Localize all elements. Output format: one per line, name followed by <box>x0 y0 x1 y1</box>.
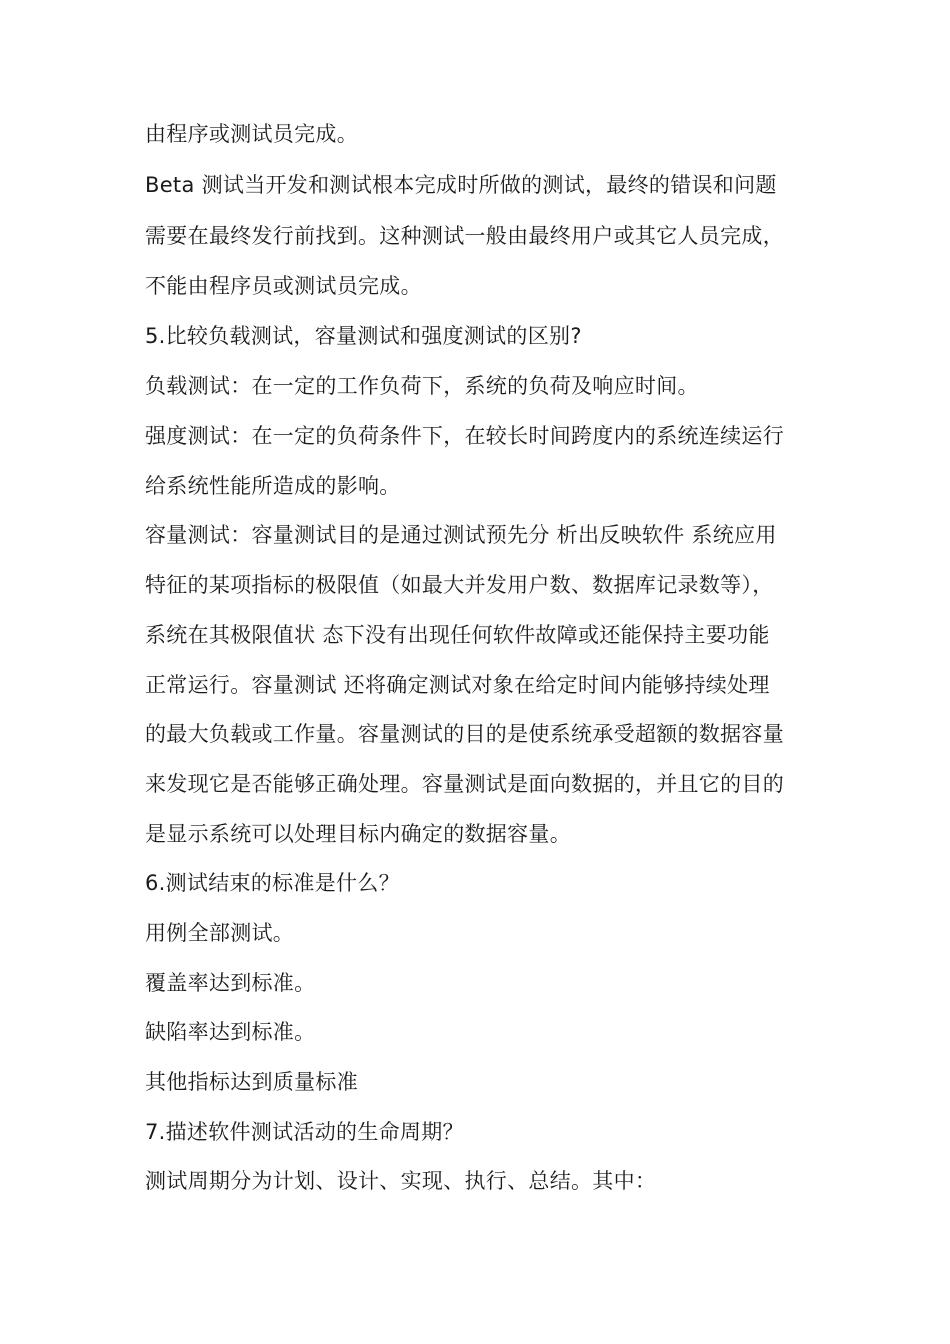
text-line-11: 系统在其极限值状 态下没有出现任何软件故障或还能保持主要功能 <box>145 623 770 647</box>
text-line-10: 特征的某项指标的极限值（如最大并发用户数、数据库记录数等）， <box>145 573 774 597</box>
text-line-3: 需要在最终发行前找到。这种测试一般由最终用户或其它人员完成， <box>145 224 784 248</box>
question-6-heading: 6.测试结束的标准是什么？ <box>145 871 400 895</box>
text-line-7: 强度测试：在一定的负荷条件下，在较长时间跨度内的系统连续运行 <box>145 424 784 448</box>
question-5-heading: 5.比较负载测试，容量测试和强度测试的区别? <box>145 324 582 348</box>
text-line-6: 负载测试：在一定的工作负荷下，系统的负荷及响应时间。 <box>145 374 699 398</box>
text-line-2: Beta 测试当开发和测试根本完成时所做的测试，最终的错误和问题 <box>145 173 777 197</box>
text-line-14: 来发现它是否能够正确处理。容量测试是面向数据的，并且它的目的 <box>145 772 784 796</box>
text-line-19: 缺陷率达到标准。 <box>145 1020 316 1044</box>
text-line-15: 是显示系统可以处理目标内确定的数据容量。 <box>145 822 571 846</box>
text-line-1: 由程序或测试员完成。 <box>145 122 358 146</box>
text-line-8: 给系统性能所造成的影响。 <box>145 474 401 498</box>
text-line-4: 不能由程序员或测试员完成。 <box>145 274 422 298</box>
text-line-9: 容量测试：容量测试目的是通过测试预先分 析出反映软件 系统应用 <box>145 523 777 547</box>
text-line-13: 的最大负载或工作量。容量测试的目的是使系统承受超额的数据容量 <box>145 722 784 746</box>
text-line-22: 测试周期分为计划、设计、实现、执行、总结。其中： <box>145 1169 657 1193</box>
question-7-heading: 7.描述软件测试活动的生命周期？ <box>145 1120 464 1144</box>
text-line-17: 用例全部测试。 <box>145 921 295 945</box>
text-line-12: 正常运行。容量测试 还将确定测试对象在给定时间内能够持续处理 <box>145 673 770 697</box>
text-line-20: 其他指标达到质量标准 <box>145 1070 358 1094</box>
text-line-18: 覆盖率达到标准。 <box>145 971 316 995</box>
